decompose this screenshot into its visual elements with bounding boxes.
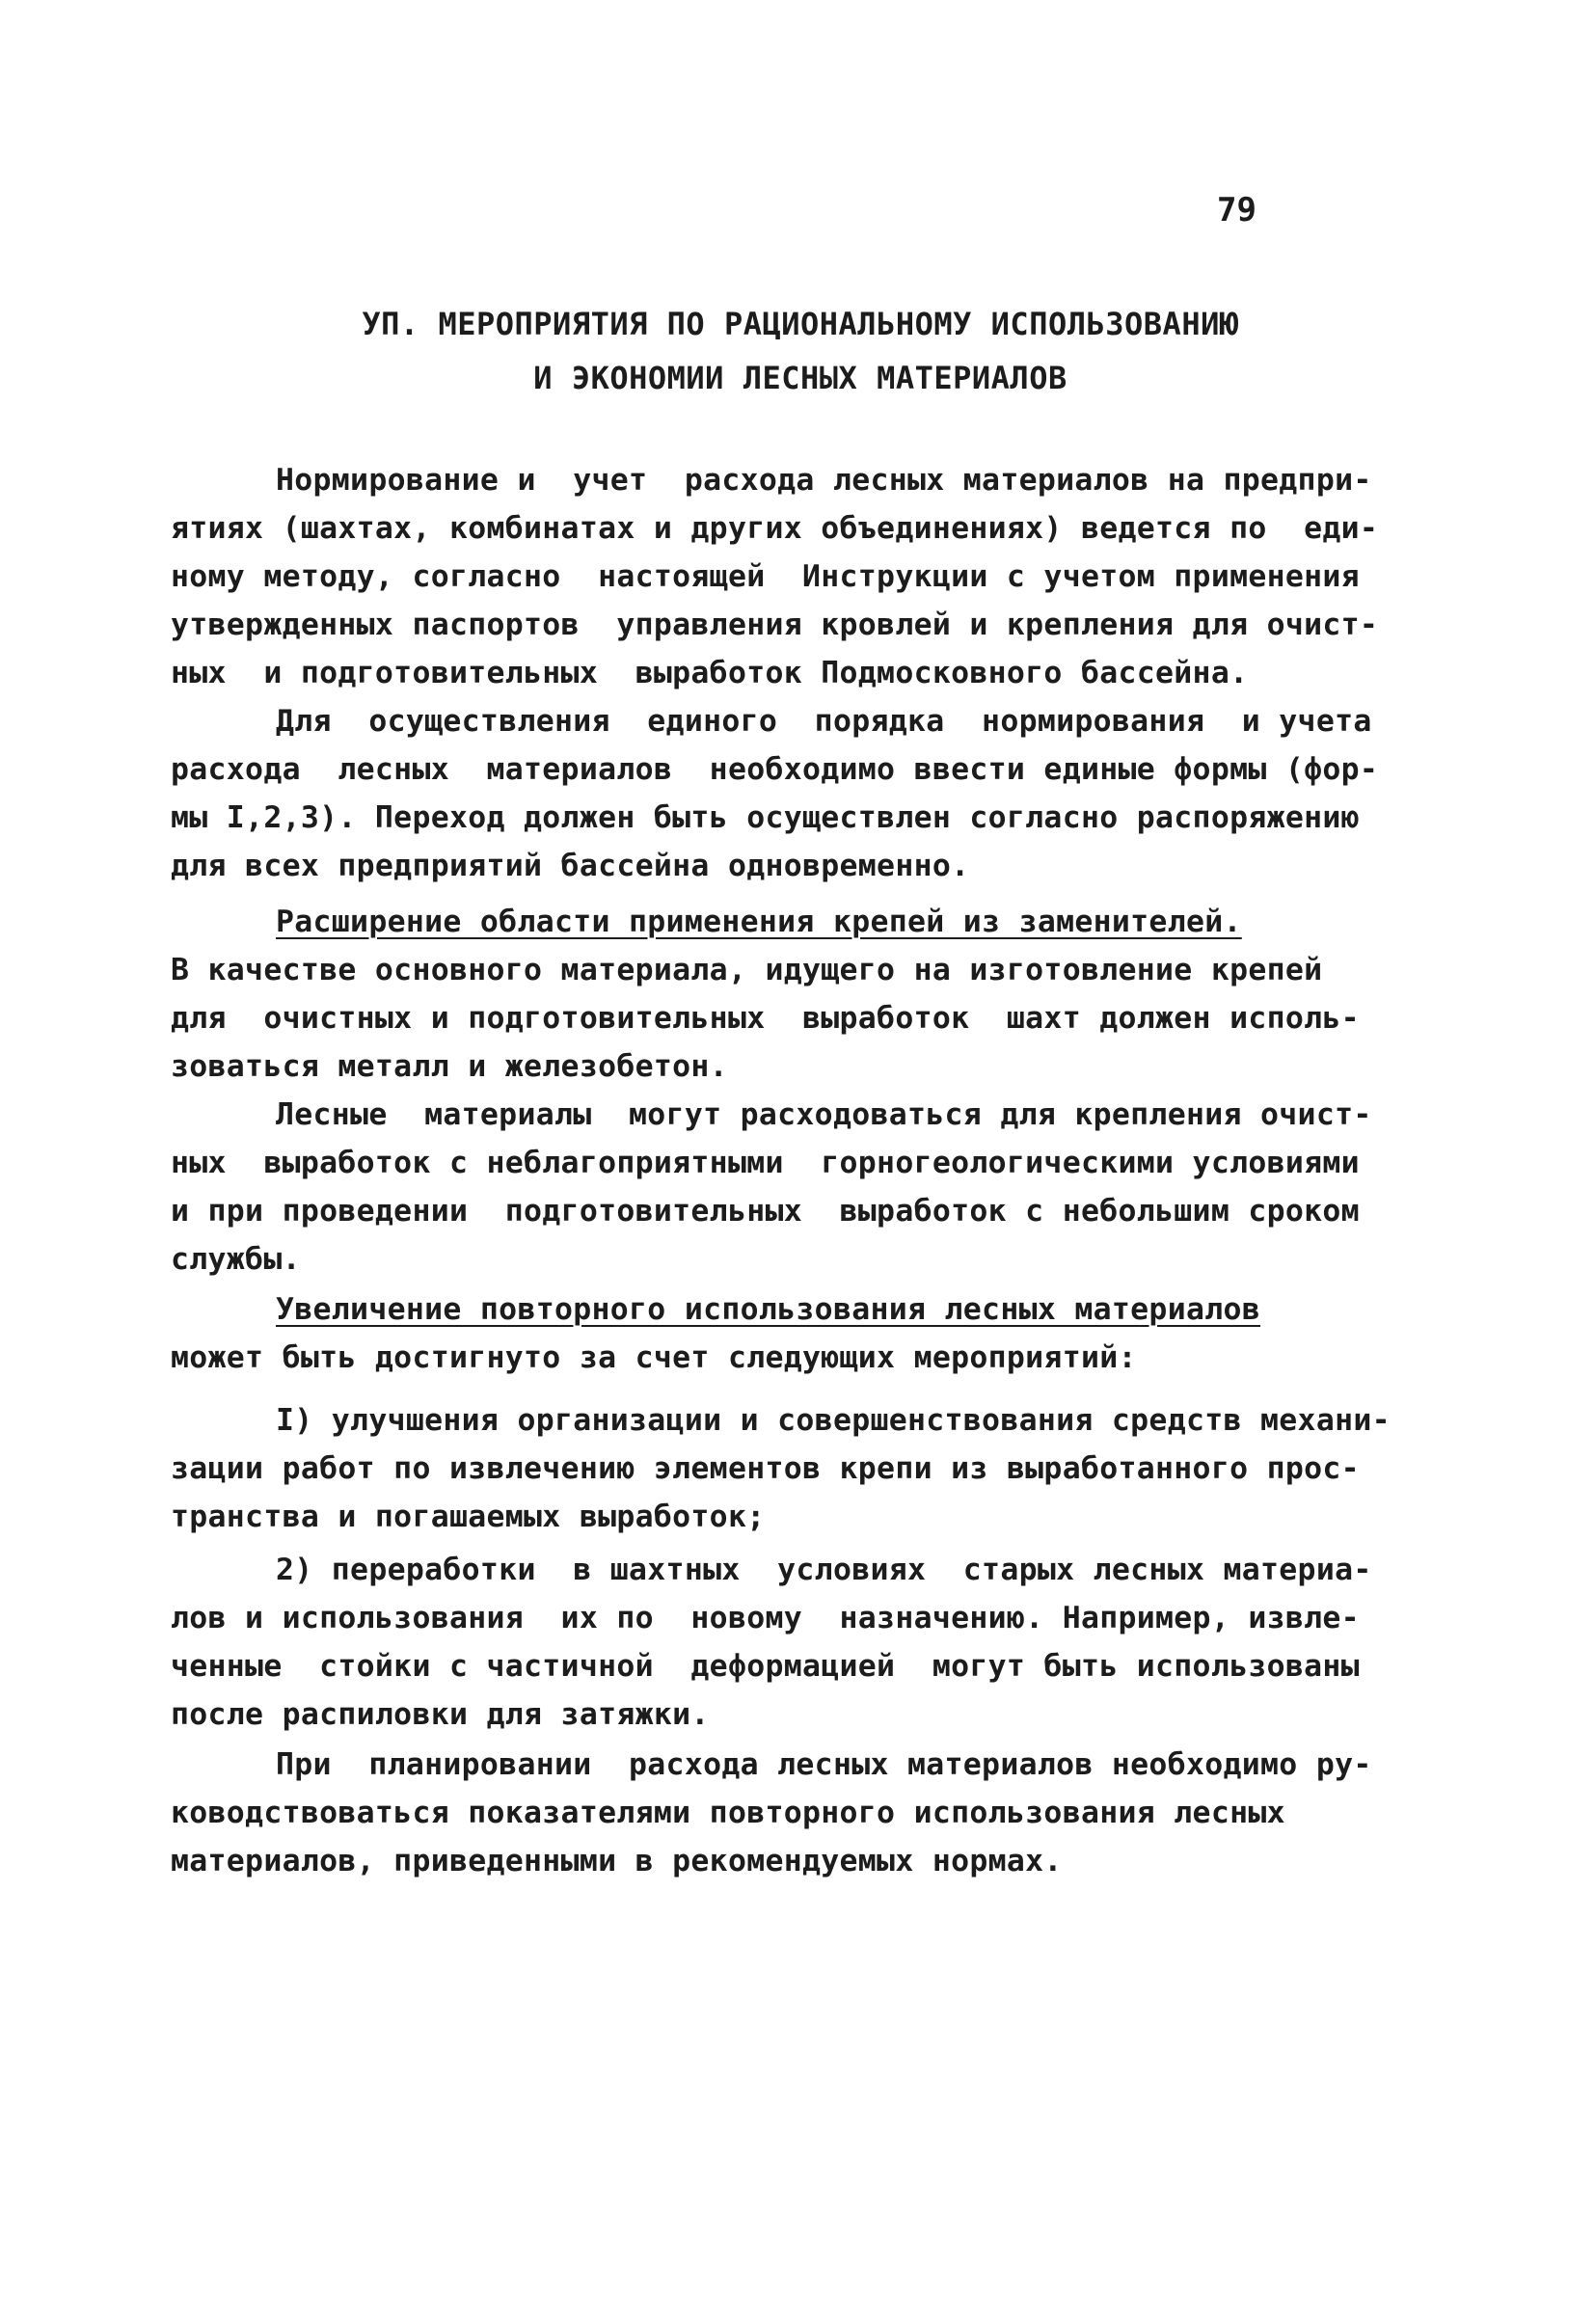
text-line: зации работ по извлечению элементов крепи из выработанного прос-: [171, 1451, 1360, 1486]
text-line: утвержденных паспортов управления кровлей и крепления для очист-: [171, 608, 1379, 642]
text-line: для всех предприятий бассейна одновременно.: [171, 849, 970, 883]
text-line: ятиях (шахтах, комбинатах и других объединениях) ведется по еди-: [171, 511, 1379, 546]
section-title-line: УП. МЕРОПРИЯТИЯ ПО РАЦИОНАЛЬНОМУ ИСПОЛЬЗОВАНИЮ: [362, 306, 1239, 342]
page-number: 79: [1217, 191, 1256, 230]
text-line: и при проведении подготовительных выработок с небольшим сроком: [171, 1194, 1360, 1229]
text-line: лов и использования их по новому назначению. Например, извле-: [171, 1601, 1360, 1635]
text-line: для очистных и подготовительных выработок шахт должен исполь-: [171, 1001, 1360, 1036]
text-line: транства и погашаемых выработок;: [171, 1500, 766, 1534]
text-line: В качестве основного материала, идущего на изготовление крепей: [171, 953, 1323, 987]
text-line: Лесные материалы могут расходоваться для крепления очист-: [276, 1097, 1372, 1132]
text-line: мы I,2,3). Переход должен быть осуществлен согласно распоряжению: [171, 800, 1360, 835]
text-line: ных и подготовительных выработок Подмосковного бассейна.: [171, 656, 1249, 690]
text-line: При планировании расхода лесных материалов необходимо ру-: [276, 1747, 1372, 1782]
text-line: может быть достигнуто за счет следующих мероприятий:: [171, 1340, 1137, 1375]
text-line: ных выработок с неблагоприятными горногеологическими условиями: [171, 1146, 1360, 1180]
text-line: ководствоваться показателями повторного использования лесных: [171, 1796, 1285, 1830]
text-line: материалов, приведенными в рекомендуемых нормах.: [171, 1844, 1063, 1878]
text-line: ному методу, согласно настоящей Инструкции с учетом применения: [171, 559, 1360, 594]
section-title-line: И ЭКОНОМИИ ЛЕСНЫХ МАТЕРИАЛОВ: [533, 360, 1067, 396]
list-item-1: I) улучшения организации и совершенствования средств механи-: [276, 1403, 1391, 1438]
list-item-2: 2) переработки в шахтных условиях старых лесных материа-: [276, 1553, 1372, 1587]
subheading-reuse: Увеличение повторного использования лесных материалов: [276, 1292, 1261, 1327]
text-line: службы.: [171, 1242, 301, 1277]
text-line: расхода лесных материалов необходимо ввести единые формы (фор-: [171, 752, 1379, 787]
text-line: после распиловки для затяжки.: [171, 1697, 710, 1732]
text-line: Нормирование и учет расхода лесных материалов на предпри-: [276, 463, 1372, 498]
subheading-crepi-replacement: Расширение области применения крепей из заменителей.: [276, 905, 1242, 939]
text-line: Для осуществления единого порядка нормирования и учета: [276, 704, 1372, 739]
text-line: зоваться металл и железобетон.: [171, 1049, 728, 1084]
section-title: [289, 297, 1311, 405]
text-line: ченные стойки с частичной деформацией могут быть использованы: [171, 1649, 1360, 1684]
